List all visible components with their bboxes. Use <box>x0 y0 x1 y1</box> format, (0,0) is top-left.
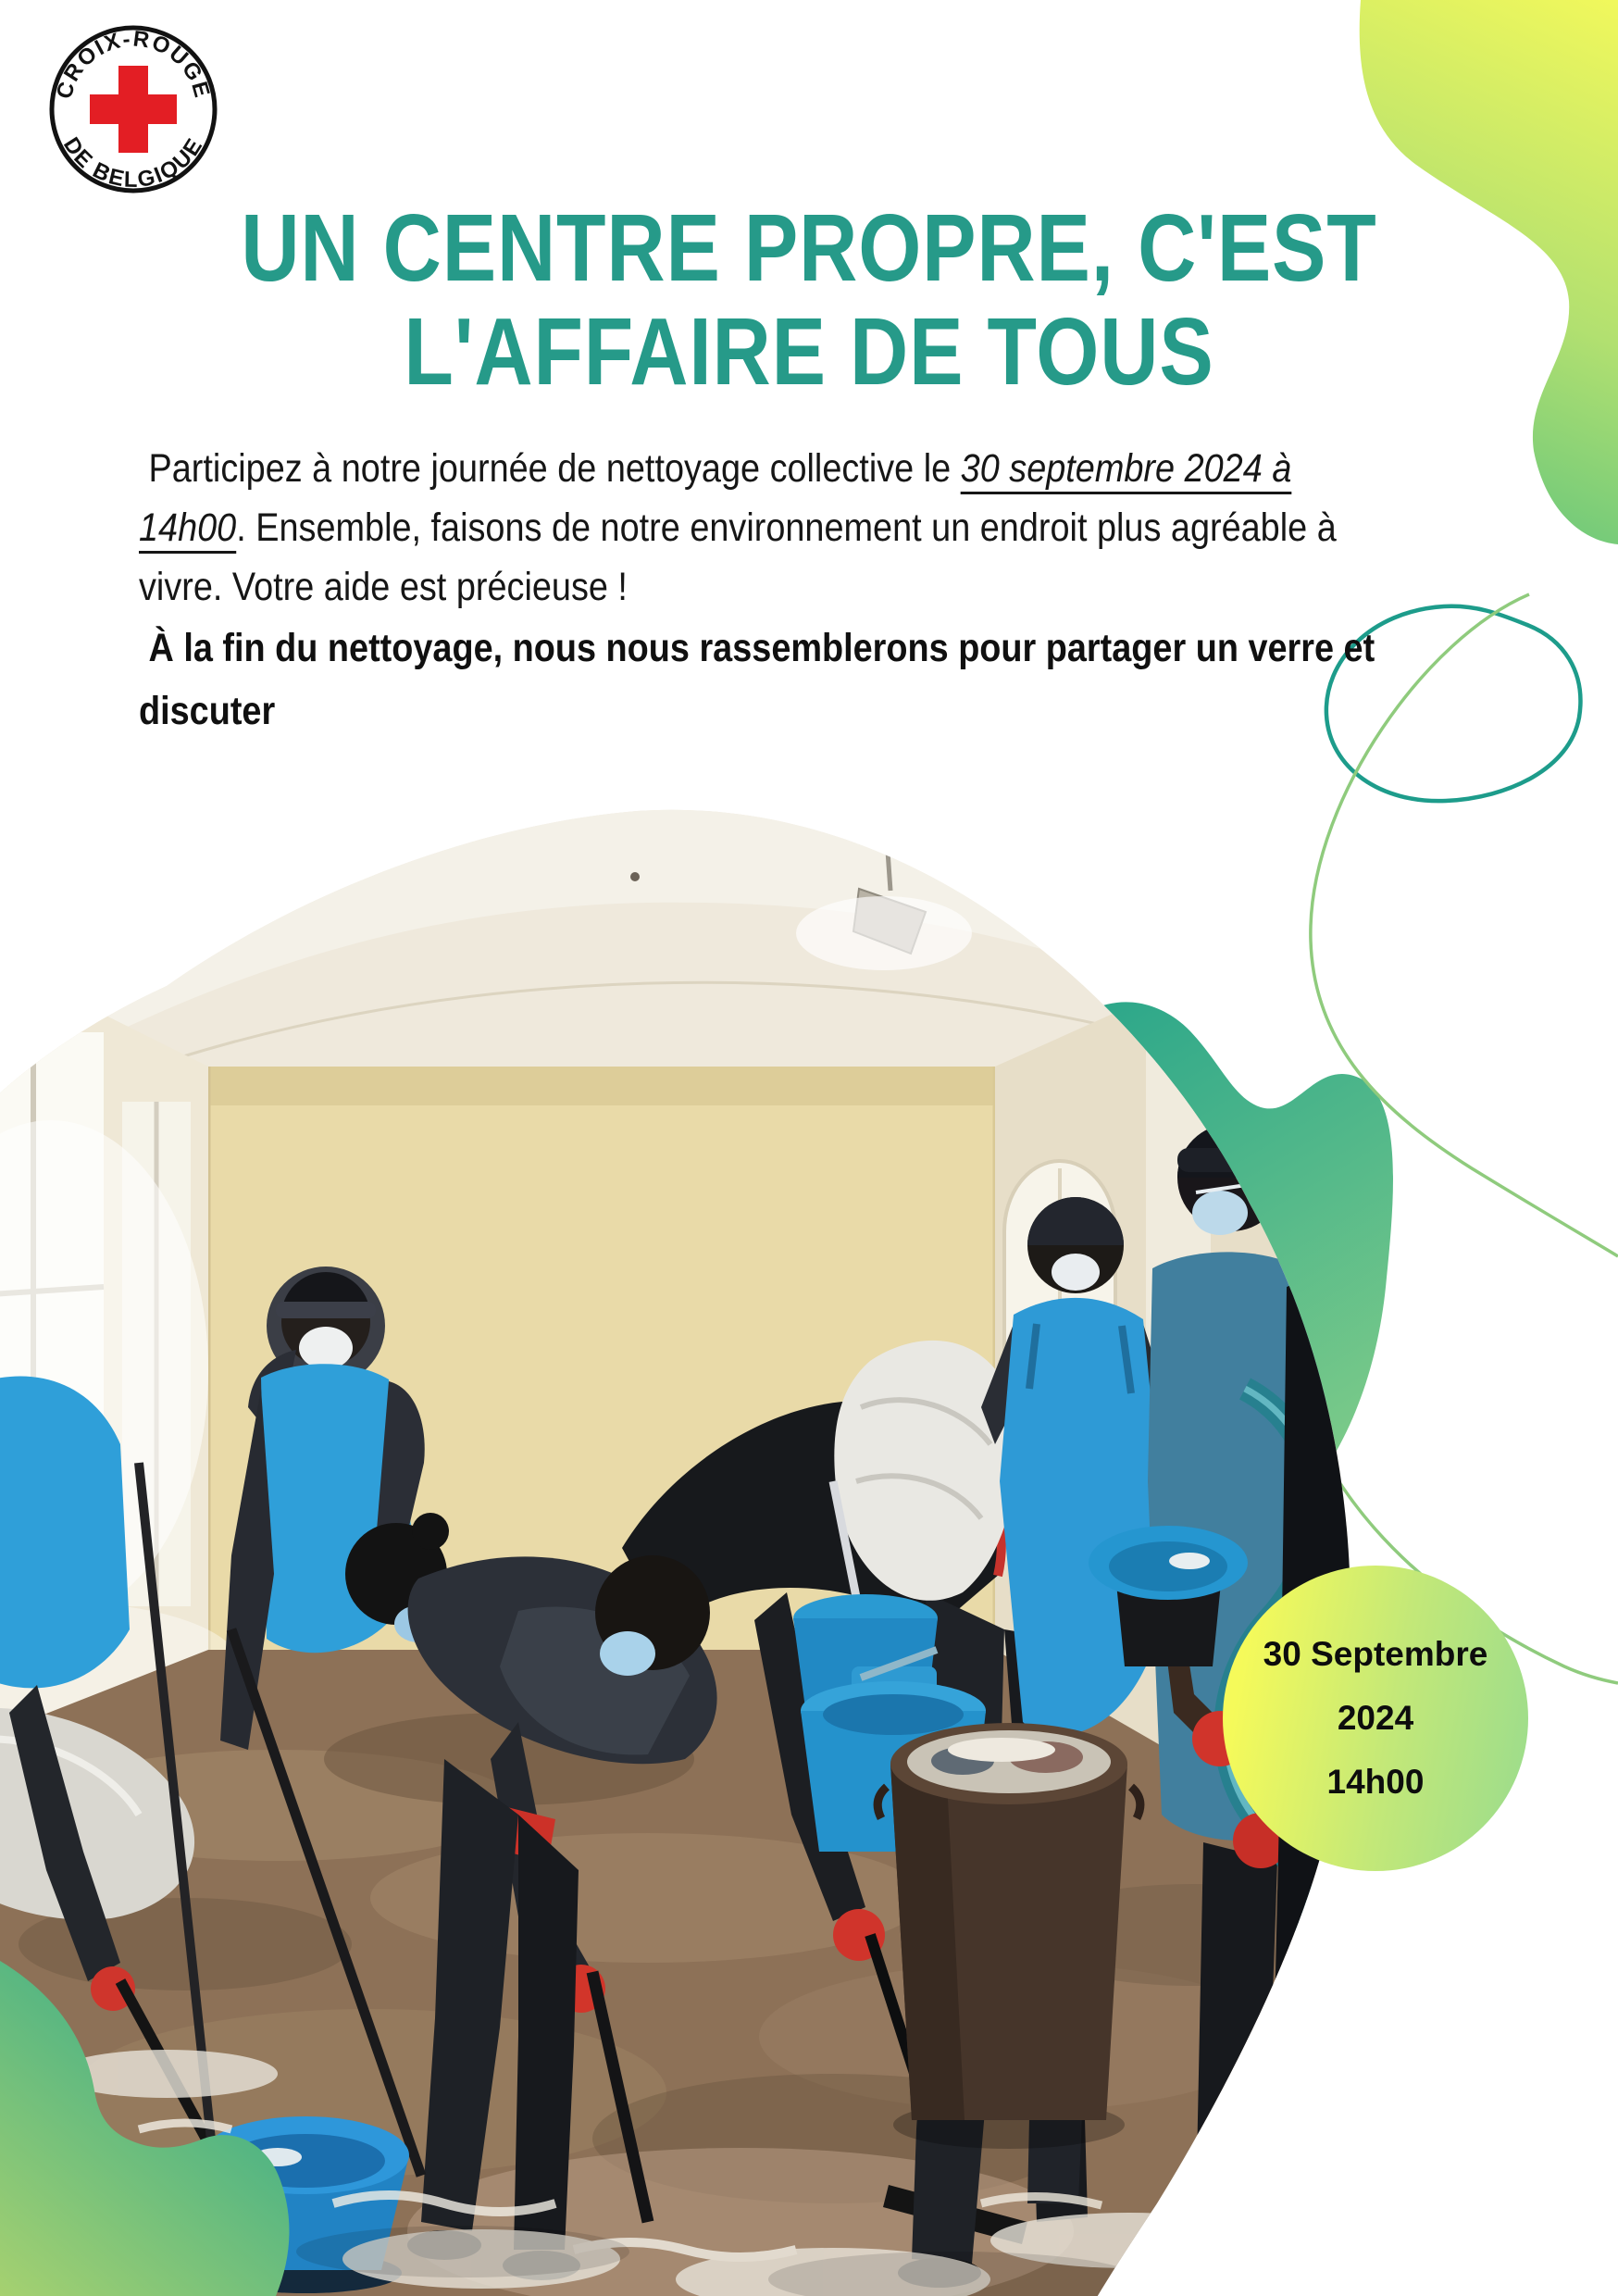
logo-arc-top-text: CROIX-ROUGE <box>51 26 216 102</box>
poster-title <box>180 196 1438 404</box>
intro-line-3: vivre. Votre aide est précieuse ! <box>139 565 628 609</box>
closing-line-2: discuter <box>139 689 276 733</box>
badge-date: 30 Septembre <box>1263 1635 1488 1673</box>
event-time-highlight: 14h00 <box>139 505 237 550</box>
closing-paragraph <box>139 617 1375 742</box>
title-line-1: UN CENTRE PROPRE, C'EST <box>241 194 1377 301</box>
logo-arc-bottom-text: DE BELGIQUE <box>57 132 209 193</box>
red-cross-logo <box>44 20 222 198</box>
intro-paragraph <box>139 439 1337 617</box>
event-datetime-highlight: 30 septembre 2024 à <box>960 446 1292 491</box>
closing-line-1: À la fin du nettoyage, nous nous rassemblerons pour partager un verre et <box>139 626 1375 670</box>
title-line-2: L'AFFAIRE DE TOUS <box>404 298 1214 405</box>
intro-line-1: Participez à notre journée de nettoyage collective le 30 septembre 2024 à <box>139 446 1292 491</box>
badge-time: 14h00 <box>1326 1763 1425 1801</box>
badge-year: 2024 <box>1337 1699 1414 1737</box>
photo-brown-bin <box>877 1723 1140 2149</box>
intro-line-2: 14h00. Ensemble, faisons de notre environnement un endroit plus agréable à <box>139 505 1337 550</box>
date-badge <box>1223 1566 1528 1871</box>
event-photo <box>0 787 1481 2296</box>
